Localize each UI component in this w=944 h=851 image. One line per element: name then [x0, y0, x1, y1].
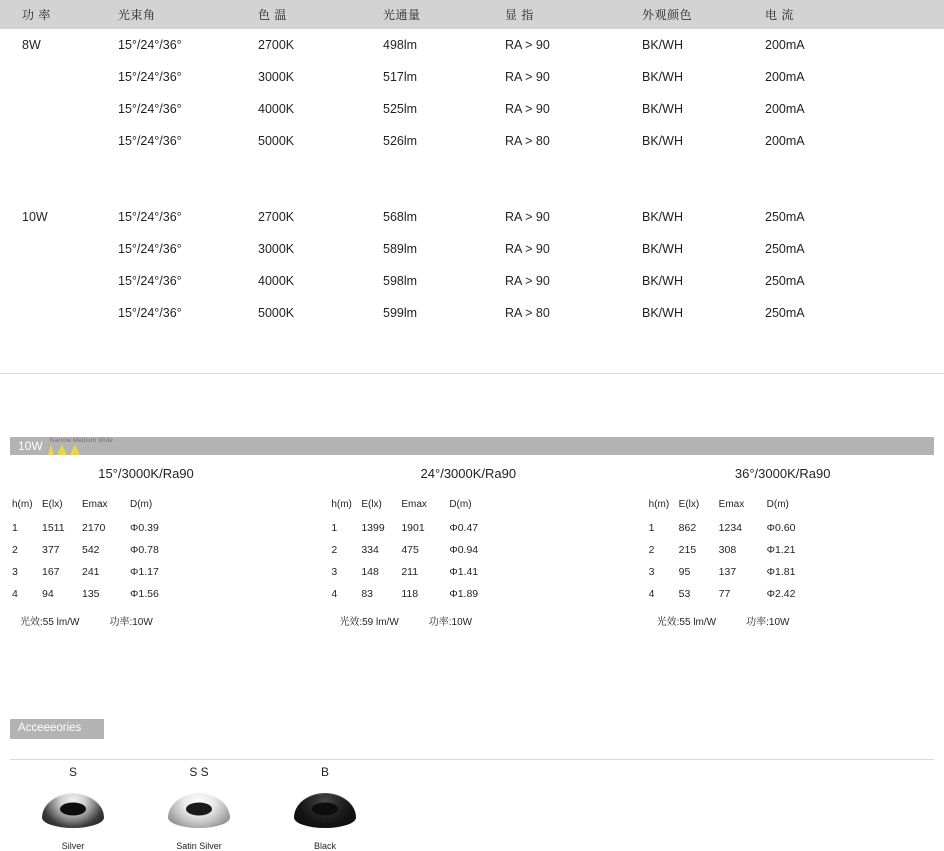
ph-col-illuminance: E(lx) [361, 499, 382, 510]
ph-col-height: h(m) [12, 499, 33, 510]
photometric-footer [649, 613, 944, 628]
efficacy-value: 光效:55 lm/W [656, 617, 717, 628]
cell-cct: 4000K [258, 102, 295, 116]
ph-cell-emax: 118 [401, 588, 419, 600]
cell-beam-angle: 15°/24°/36° [118, 274, 182, 288]
cell-cri: RA > 80 [505, 306, 550, 320]
accessory-code: B [320, 765, 329, 779]
table-row [331, 561, 505, 583]
ph-cell-emax: 137 [718, 566, 737, 578]
table-row [331, 583, 505, 605]
photometric-group-36deg [627, 466, 944, 628]
photometric-header-row [649, 497, 823, 517]
ph-col-emax: Emax [718, 499, 745, 510]
ph-col-emax: Emax [401, 499, 427, 510]
table-row [0, 201, 944, 233]
table-row [0, 61, 944, 93]
table-row [649, 517, 823, 539]
ph-cell-height: 3 [331, 566, 338, 578]
column-header-cri: 显 指 [505, 8, 534, 22]
table-row [0, 233, 944, 265]
cell-cct: 4000K [258, 274, 295, 288]
ph-cell-emax: 135 [82, 588, 100, 600]
table-row [0, 93, 944, 125]
cell-luminous-flux: 599lm [383, 306, 418, 320]
ph-cell-diameter: Φ0.60 [766, 522, 796, 534]
ph-cell-emax: 241 [82, 566, 100, 578]
cell-cct: 2700K [258, 210, 295, 224]
ph-cell-height: 1 [12, 522, 18, 534]
reflector-cone-icon [42, 793, 104, 828]
photometrics-band [10, 437, 934, 455]
photometric-title: 36°/3000K/Ra90 [734, 466, 831, 481]
photometrics-band-label: 10W [18, 439, 43, 453]
ph-cell-diameter: Φ1.81 [766, 566, 796, 578]
table-row [331, 517, 505, 539]
photometric-table [331, 497, 505, 605]
photometric-table [12, 497, 186, 605]
ph-cell-illuminance: 148 [361, 566, 379, 578]
ph-col-emax: Emax [82, 499, 108, 510]
cell-beam-angle: 15°/24°/36° [118, 134, 182, 148]
accessory-code: S S [189, 765, 209, 779]
cell-current: 250mA [765, 306, 805, 320]
cell-current: 250mA [765, 210, 805, 224]
cell-finish-color: BK/WH [642, 134, 683, 148]
ph-cell-diameter: Φ0.94 [449, 544, 479, 556]
cell-current: 200mA [765, 70, 805, 84]
accessories-list [10, 765, 388, 851]
accessory-image [136, 787, 262, 833]
photometric-footer [331, 613, 626, 628]
cell-power [0, 125, 118, 157]
cell-luminous-flux: 517lm [383, 70, 418, 84]
ph-cell-diameter: Φ1.41 [449, 566, 479, 578]
cell-cri: RA > 90 [505, 274, 550, 288]
ph-cell-height: 4 [12, 588, 18, 600]
list-item[interactable] [10, 765, 136, 851]
column-header-power: 功 率 [22, 8, 51, 22]
beam-medium-icon [57, 444, 67, 455]
cell-luminous-flux: 589lm [383, 242, 418, 256]
table-row [12, 561, 186, 583]
cell-power: 10W [22, 210, 48, 224]
ph-cell-illuminance: 334 [361, 544, 379, 556]
photometric-group-15deg [0, 466, 307, 628]
ph-cell-emax: 1901 [401, 522, 425, 534]
accessory-name: Satin Silver [176, 841, 222, 851]
table-bottom-rule [0, 373, 944, 374]
ph-cell-emax: 542 [82, 544, 100, 556]
table-row [12, 517, 186, 539]
table-bottom-gap [0, 329, 944, 373]
list-item[interactable] [136, 765, 262, 851]
power-value: 功率:10W [428, 617, 473, 628]
photometric-header-row [331, 497, 505, 517]
ph-cell-emax: 77 [718, 588, 731, 600]
cell-beam-angle: 15°/24°/36° [118, 102, 182, 116]
cell-current: 250mA [765, 242, 805, 256]
ph-col-height: h(m) [331, 499, 352, 510]
efficacy-value: 光效:59 lm/W [339, 617, 399, 628]
cell-current: 250mA [765, 274, 805, 288]
cell-current: 200mA [765, 134, 805, 148]
ph-cell-illuminance: 95 [678, 566, 691, 578]
accessory-code: S [68, 765, 77, 779]
cell-cri: RA > 90 [505, 38, 550, 52]
ph-cell-emax: 2170 [82, 522, 106, 534]
cell-power [0, 93, 118, 125]
list-item[interactable] [262, 765, 388, 851]
table-header-row [0, 0, 944, 29]
reflector-cone-icon [294, 793, 356, 828]
ph-cell-illuminance: 53 [678, 588, 691, 600]
photometric-group-24deg [307, 466, 626, 628]
ph-cell-emax: 211 [401, 566, 419, 578]
accessory-name: Black [313, 841, 336, 851]
ph-cell-height: 2 [648, 544, 655, 556]
cell-luminous-flux: 598lm [383, 274, 418, 288]
cell-beam-angle: 15°/24°/36° [118, 70, 182, 84]
cell-power: 8W [22, 38, 41, 52]
ph-cell-emax: 1234 [718, 522, 743, 534]
accessories-band-label: Acceeeories [18, 722, 82, 734]
cell-luminous-flux: 498lm [383, 38, 418, 52]
cell-beam-angle: 15°/24°/36° [118, 210, 182, 224]
cell-beam-angle: 15°/24°/36° [118, 306, 182, 320]
power-value: 功率:10W [746, 617, 790, 628]
ph-cell-diameter: Φ0.39 [130, 522, 159, 534]
ph-cell-height: 2 [12, 544, 18, 556]
photometric-table [649, 497, 823, 605]
cell-finish-color: BK/WH [642, 70, 683, 84]
cell-finish-color: BK/WH [642, 102, 683, 116]
ph-cell-height: 1 [648, 522, 655, 534]
cell-power [0, 297, 118, 329]
group-separator [0, 157, 944, 201]
cell-beam-angle: 15°/24°/36° [118, 242, 182, 256]
photometrics-band-sublabel: Narrow Medium Wide [50, 438, 114, 444]
ph-cell-diameter: Φ0.78 [130, 544, 159, 556]
ph-cell-diameter: Φ1.89 [449, 588, 479, 600]
cell-finish-color: BK/WH [642, 210, 683, 224]
cell-current: 200mA [765, 38, 805, 52]
table-row [12, 583, 186, 605]
column-header-cct: 色 温 [258, 8, 287, 22]
photometrics-columns [0, 466, 944, 628]
ph-cell-diameter: Φ1.17 [130, 566, 159, 578]
specification-table [0, 0, 944, 374]
ph-cell-height: 4 [648, 588, 655, 600]
ph-cell-illuminance: 94 [42, 588, 54, 600]
ph-cell-illuminance: 1399 [361, 522, 385, 534]
table-row [0, 297, 944, 329]
cell-cct: 5000K [258, 134, 295, 148]
ph-cell-height: 3 [12, 566, 18, 578]
cell-beam-angle: 15°/24°/36° [118, 38, 182, 52]
ph-cell-illuminance: 377 [42, 544, 60, 556]
cell-cri: RA > 80 [505, 134, 550, 148]
beam-narrow-icon [48, 444, 54, 455]
cell-power [0, 61, 118, 93]
ph-cell-diameter: Φ1.56 [130, 588, 159, 600]
table-row [649, 539, 823, 561]
accessory-image [10, 787, 136, 833]
ph-cell-illuminance: 1511 [42, 522, 65, 534]
ph-col-diameter: D(m) [130, 499, 153, 510]
table-row [0, 125, 944, 157]
photometric-title: 24°/3000K/Ra90 [420, 466, 517, 481]
cell-power [0, 233, 118, 265]
photometric-footer [12, 613, 307, 628]
ph-cell-emax: 308 [718, 544, 737, 556]
accessories-divider [10, 759, 934, 760]
ph-col-diameter: D(m) [766, 499, 789, 510]
accessory-name: Silver [61, 841, 85, 851]
ph-cell-illuminance: 83 [361, 588, 374, 600]
photometric-header-row [12, 497, 186, 517]
ph-cell-illuminance: 862 [678, 522, 697, 534]
ph-cell-illuminance: 167 [42, 566, 60, 578]
table-row [0, 265, 944, 297]
accessories-band [10, 719, 104, 739]
ph-cell-height: 3 [648, 566, 655, 578]
cell-luminous-flux: 525lm [383, 102, 418, 116]
cell-cri: RA > 90 [505, 242, 550, 256]
ph-col-diameter: D(m) [449, 499, 472, 510]
ph-cell-height: 4 [331, 588, 338, 600]
power-value: 功率:10W [109, 617, 153, 628]
cell-cri: RA > 90 [505, 210, 550, 224]
cell-power [0, 265, 118, 297]
ph-cell-diameter: Φ0.47 [449, 522, 479, 534]
ph-col-illuminance: E(lx) [678, 499, 700, 510]
cell-current: 200mA [765, 102, 805, 116]
cell-cct: 5000K [258, 306, 295, 320]
photometric-title: 15°/3000K/Ra90 [98, 466, 194, 481]
cell-cct: 3000K [258, 242, 295, 256]
accessory-image [262, 787, 388, 833]
column-header-luminous-flux: 光通量 [383, 8, 421, 22]
ph-cell-emax: 475 [401, 544, 419, 556]
spec-table-header [0, 0, 944, 29]
cell-luminous-flux: 526lm [383, 134, 418, 148]
ph-col-height: h(m) [648, 499, 670, 510]
ph-cell-diameter: Φ1.21 [766, 544, 796, 556]
table-row [331, 539, 505, 561]
cell-luminous-flux: 568lm [383, 210, 418, 224]
column-header-beam-angle: 光束角 [118, 8, 156, 22]
cell-finish-color: BK/WH [642, 242, 683, 256]
column-header-finish-color: 外观颜色 [642, 8, 693, 22]
reflector-cone-icon [168, 793, 230, 828]
cell-cri: RA > 90 [505, 102, 550, 116]
cell-finish-color: BK/WH [642, 306, 683, 320]
cell-cct: 2700K [258, 38, 295, 52]
cell-cri: RA > 90 [505, 70, 550, 84]
table-row [649, 561, 823, 583]
table-row [12, 539, 186, 561]
ph-cell-height: 2 [331, 544, 338, 556]
cell-cct: 3000K [258, 70, 295, 84]
table-row [649, 583, 823, 605]
efficacy-value: 光效:55 lm/W [20, 617, 80, 628]
column-header-current: 电 流 [765, 8, 794, 22]
table-row [0, 29, 944, 61]
ph-cell-diameter: Φ2.42 [766, 588, 796, 600]
ph-cell-height: 1 [331, 522, 338, 534]
beam-angle-icons [48, 444, 80, 455]
beam-wide-icon [70, 444, 80, 455]
spec-table-body [0, 29, 944, 374]
ph-cell-illuminance: 215 [678, 544, 697, 556]
ph-col-illuminance: E(lx) [42, 499, 63, 510]
cell-finish-color: BK/WH [642, 38, 683, 52]
cell-finish-color: BK/WH [642, 274, 683, 288]
